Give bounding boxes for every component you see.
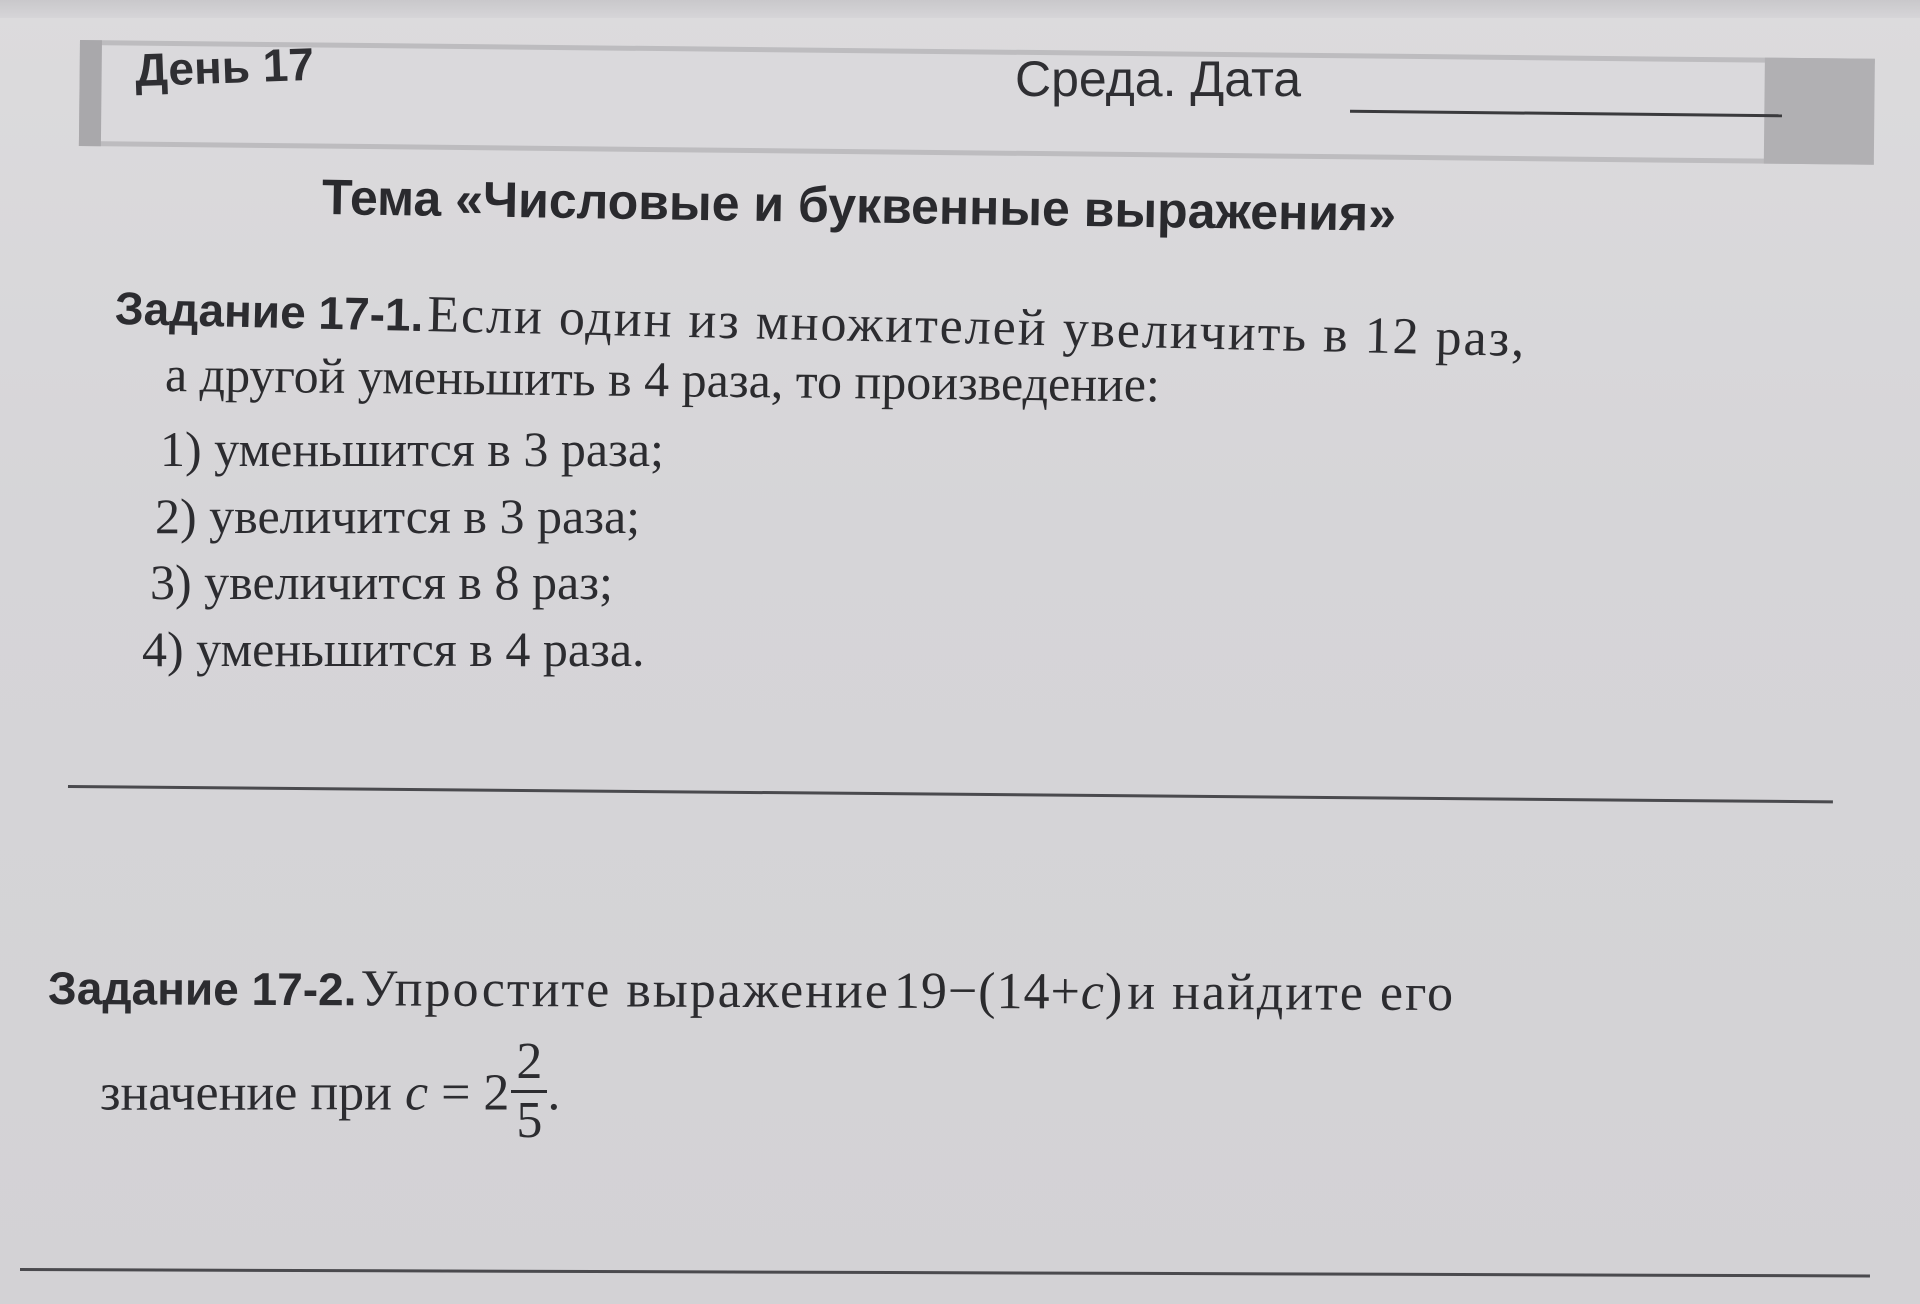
- task1-text-line1: Если один из множителей увеличить в 12 раз,: [426, 286, 1527, 369]
- task2-expression: [894, 963, 1124, 1021]
- task2-line2-text: значение при: [100, 1064, 392, 1122]
- task2-label: Задание 17-2.: [47, 962, 357, 1016]
- expr-part-a: 19−(14+: [893, 962, 1081, 1021]
- fraction-numerator: 2: [516, 1033, 543, 1090]
- task2-line2: [100, 1033, 561, 1180]
- value-end: .: [547, 1064, 561, 1122]
- answer-line-2: [20, 1268, 1870, 1277]
- task1-label: Задание 17-1.: [114, 282, 424, 341]
- task2-text-after: и найдите его: [1127, 963, 1456, 1023]
- day-label: День 17: [134, 37, 315, 97]
- page-top-edge: [0, 0, 1920, 18]
- mixed-fraction: [511, 1034, 547, 1149]
- date-label: Среда. Дата: [1015, 51, 1302, 107]
- task1-option-1: 1) уменьшится в 3 раза;: [160, 421, 664, 477]
- expr-part-b: ): [1104, 963, 1124, 1021]
- task2-text-before: Упростите выражение: [360, 960, 891, 1020]
- task1-option-3: 3) увеличится в 8 раз;: [150, 554, 613, 610]
- topic-title: Тема «Числовые и буквенные выражения»: [321, 169, 1397, 242]
- task1-option-4: 4) уменьшится в 4 раза.: [142, 621, 645, 677]
- header-right-bar: [1764, 58, 1875, 165]
- task1-option-2: 2) увеличится в 3 раза;: [155, 488, 641, 544]
- expr-variable: c: [1080, 963, 1106, 1021]
- task1-text-line2: а другой уменьшить в 4 раза, то произведение:: [164, 346, 1161, 413]
- fraction-denominator: 5: [516, 1092, 543, 1149]
- header-box: [79, 40, 1875, 165]
- answer-line-1: [68, 785, 1833, 803]
- task2-line1: [48, 958, 1455, 1023]
- value-equals: = 2: [428, 1064, 510, 1122]
- value-variable: c: [405, 1064, 429, 1122]
- header-left-bar: [79, 40, 102, 146]
